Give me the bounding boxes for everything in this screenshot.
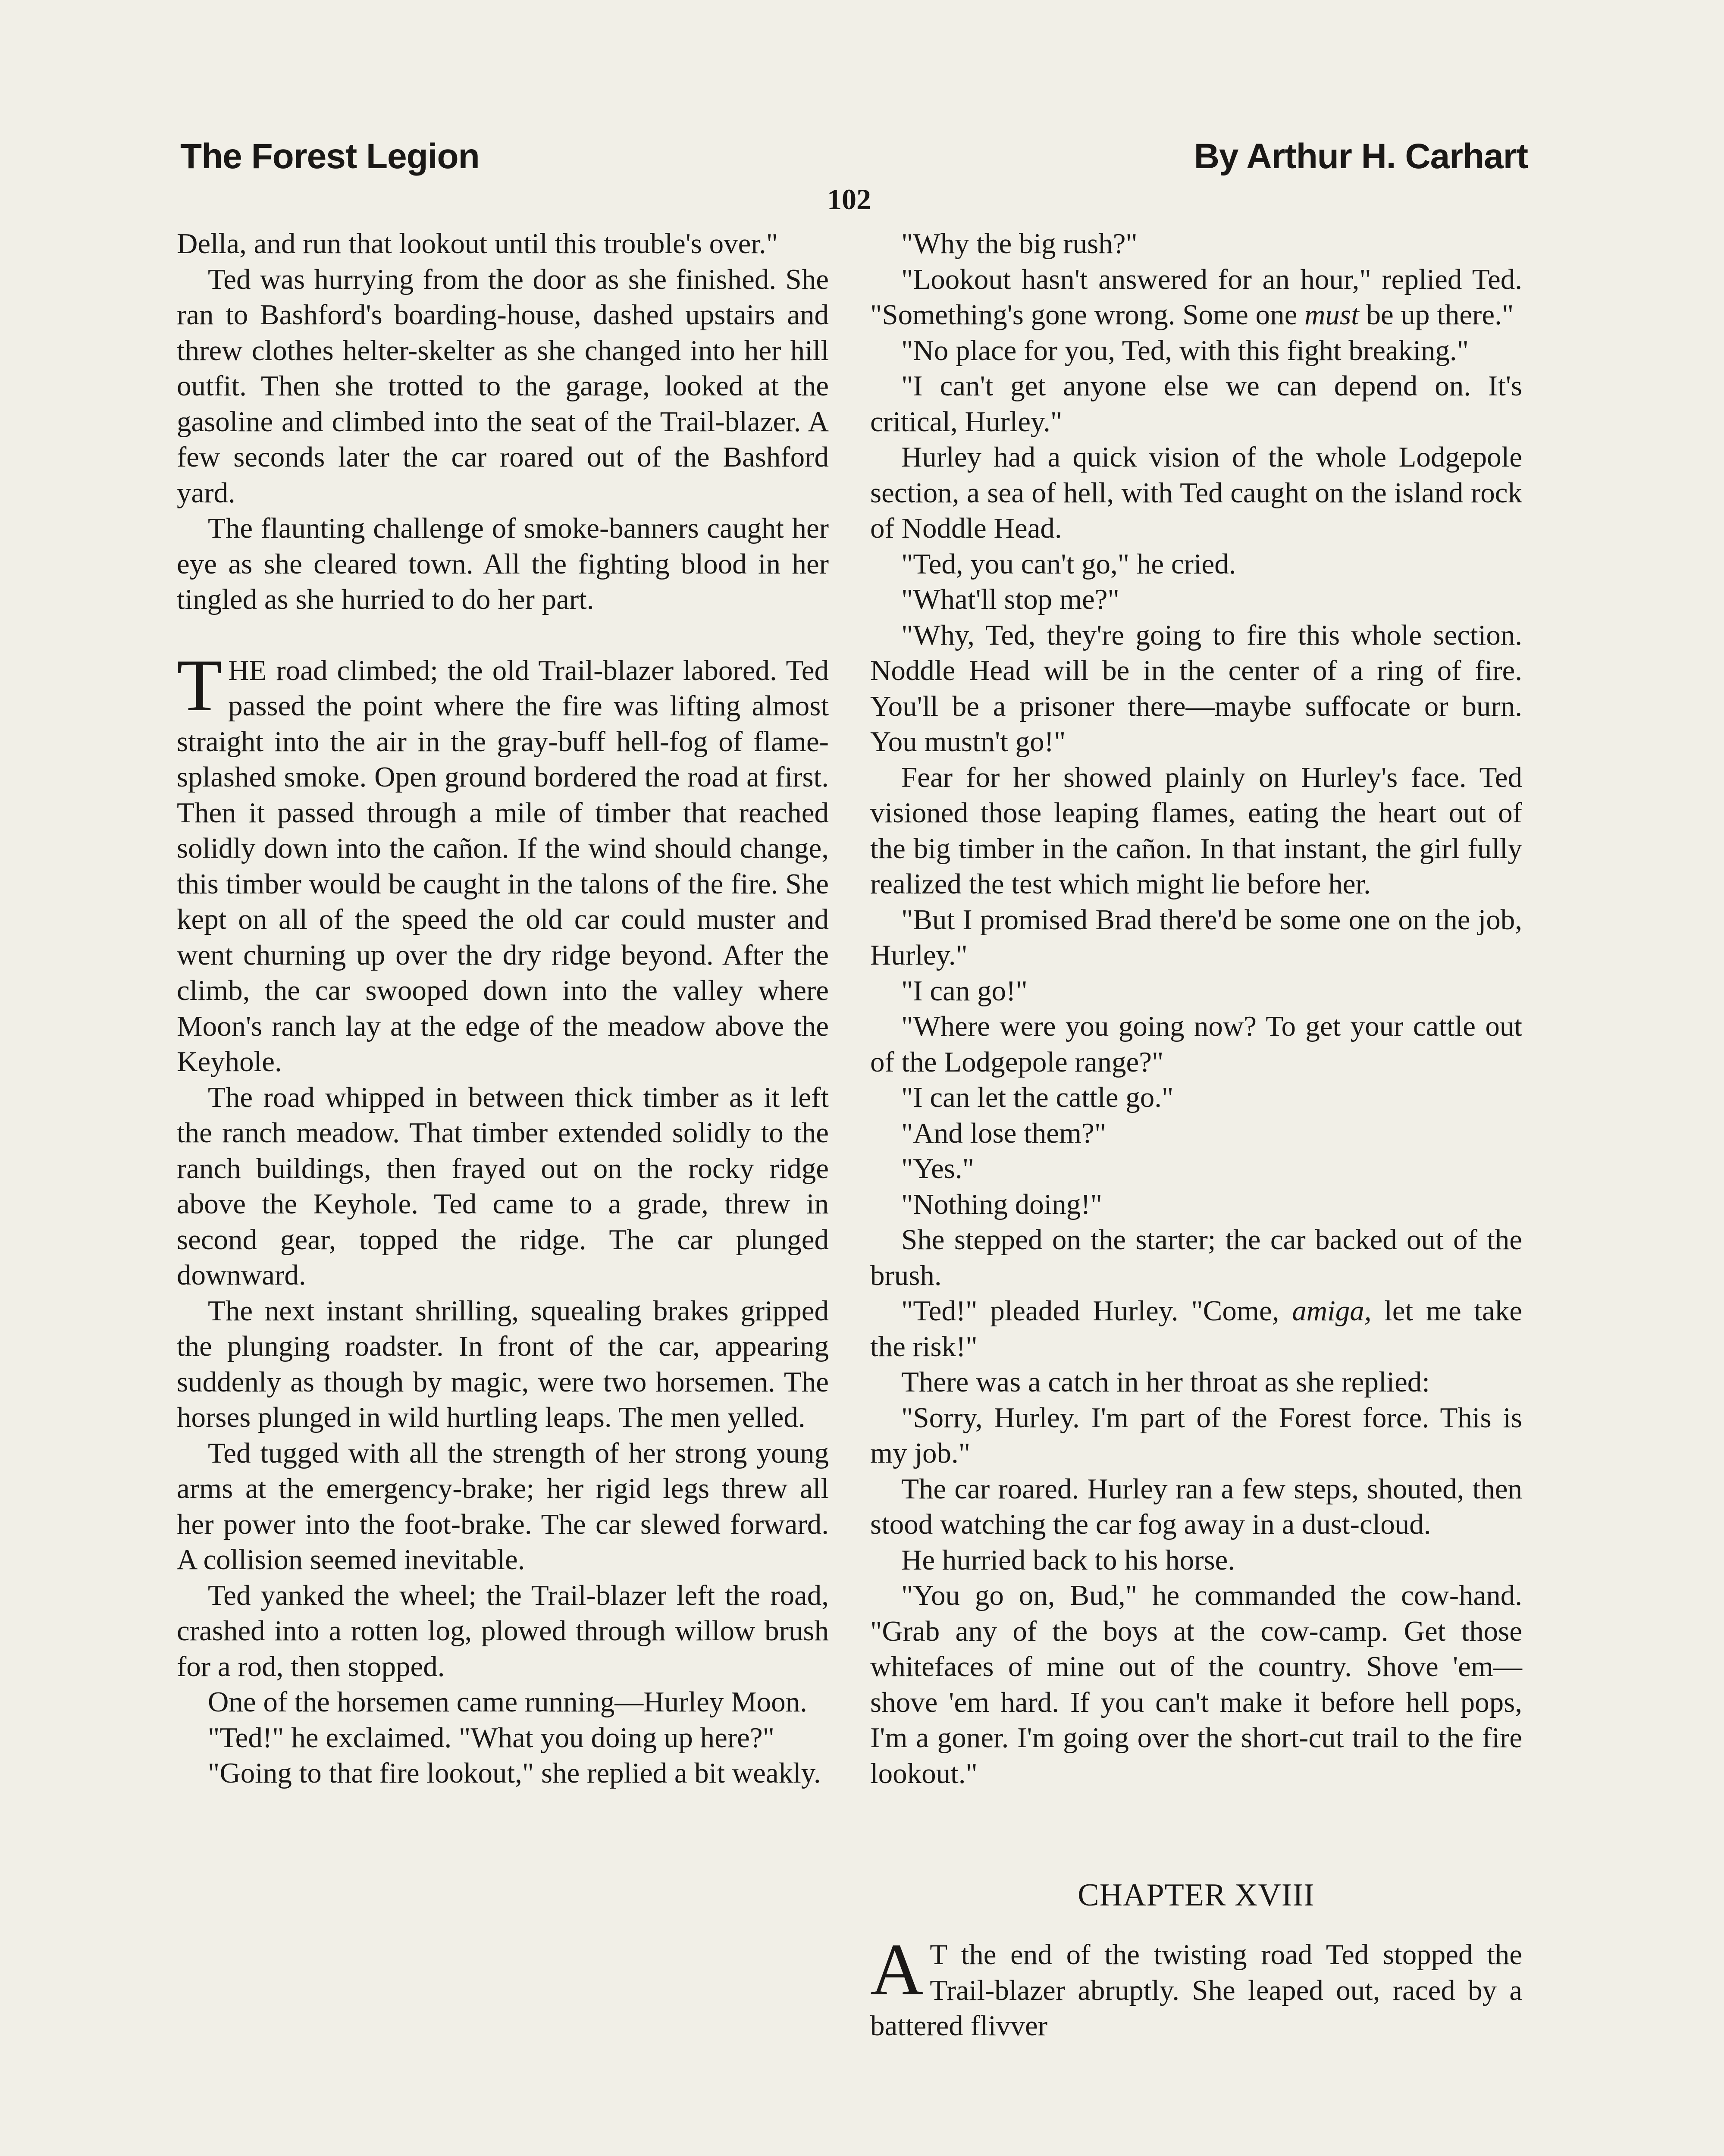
paragraph: "Yes." xyxy=(901,1153,974,1185)
paragraph: "Nothing doing!" xyxy=(901,1188,1102,1220)
paragraph: "Ted!" he exclaimed. "What you doing up here?" xyxy=(208,1721,774,1754)
paragraph: "Why the big rush?" xyxy=(901,228,1138,260)
paragraph-text: be up there." xyxy=(1366,299,1514,331)
paragraph: "And lose them?" xyxy=(901,1117,1106,1149)
page-number: 102 xyxy=(827,183,871,216)
paragraph: "Going to that fire lookout," she replied a bit weakly. xyxy=(208,1757,821,1789)
paragraph: The road whipped in between thick timber as it left the ranch meadow. That timber extended solidly to the ranch buildings, then frayed out on the rocky ridge above the Keyhole. Ted came to a grade, threw in second gear, topped the ridge. The car plunged downward. xyxy=(177,1081,829,1291)
paragraph: "Ted, you can't go," he cried. xyxy=(901,548,1236,580)
paragraph: "No place for you, Ted, with this fight breaking." xyxy=(901,334,1469,367)
paragraph: He hurried back to his horse. xyxy=(901,1544,1235,1576)
paragraph: Ted tugged with all the strength of her strong young arms at the emergency-brake; her rigid legs threw all her power into the foot-brake. The car slewed forward. A collision seemed inevitable. xyxy=(177,1437,829,1576)
paragraph: "What'll stop me?" xyxy=(901,583,1119,615)
paragraph: "But I promised Brad there'd be some one on the job, Hurley." xyxy=(870,903,1522,971)
paragraph: She stepped on the starter; the car backed out of the brush. xyxy=(870,1224,1522,1291)
paragraph: There was a catch in her throat as she replied: xyxy=(901,1366,1430,1398)
paragraph-text: T the end of the twisting road Ted stopped the Trail-blazer abruptly. She leaped out, raced by a battered flivver xyxy=(870,1939,1522,2042)
paragraph xyxy=(870,1293,1522,1364)
chapter-opening-paragraph xyxy=(870,1929,1522,2044)
paragraph: The next instant shrilling, squealing brakes gripped the plunging roadster. In front of the car, appearing suddenly as though by magic, were two horsemen. The horses plunged in wild hurtling leaps. The men yelled. xyxy=(177,1294,829,1433)
paragraph: "Where were you going now? To get your cattle out of the Lodgepole range?" xyxy=(870,1010,1522,1078)
paragraph: Ted yanked the wheel; the Trail-blazer left the road, crashed into a rotten log, plowed through willow brush for a rod, then stopped. xyxy=(177,1579,829,1683)
magazine-title: The Forest Legion xyxy=(180,137,480,176)
emphasis: amiga, xyxy=(1292,1295,1372,1327)
paragraph: "I can't get anyone else we can depend on. It's critical, Hurley." xyxy=(870,370,1522,438)
paragraph-text: "Ted!" pleaded Hurley. "Come, xyxy=(901,1295,1279,1327)
paragraph-text: HE road climbed; the old Trail-blazer labored. Ted passed the point where the fire was lifting almost straight into the air in the gray-buff hell-fog of flame-splashed smoke. Open ground bordered the road at first. Then it passed through a mile of timber that reached solidly down into the cañon. If the wind should change, this timber would be caught in the talons of the fire. She kept on all of the speed the old car could muster and went churning up over the dry ridge beyond. After the climb, the car swooped down into the valley where Moon's ranch lay at the edge of the meadow above the Keyhole. xyxy=(177,654,829,1078)
right-column xyxy=(870,226,1522,2044)
paragraph: The car roared. Hurley ran a few steps, shouted, then stood watching the car fog away in a dust-cloud. xyxy=(870,1473,1522,1540)
paragraph: "Sorry, Hurley. I'm part of the Forest force. This is my job." xyxy=(870,1401,1522,1469)
drop-cap: A xyxy=(870,1929,924,2011)
paragraph: "I can let the cattle go." xyxy=(901,1081,1174,1113)
paragraph: Hurley had a quick vision of the whole Lodgepole section, a sea of hell, with Ted caught on the island rock of Noddle Head. xyxy=(870,441,1522,544)
paragraph: "You go on, Bud," he commanded the cow-hand. "Grab any of the boys at the cow-camp. Get those whitefaces of mine out of the country. Shove 'em—shove 'em hard. If you can't make it before hell pops, I'm a goner. I'm going over the short-cut trail to the fire lookout." xyxy=(870,1579,1522,1789)
drop-cap: T xyxy=(177,644,223,727)
paragraph-text: let me take the risk!" xyxy=(870,1295,1522,1363)
paragraph: The flaunting challenge of smoke-banners caught her eye as she cleared town. All the fighting blood in her tingled as she hurried to do her part. xyxy=(177,512,829,615)
paragraph: One of the horsemen came running—Hurley Moon. xyxy=(208,1686,807,1718)
section-paragraph xyxy=(177,644,829,1080)
emphasis: must xyxy=(1304,299,1359,331)
author-byline: By Arthur H. Carhart xyxy=(1194,137,1528,176)
paragraph: Fear for her showed plainly on Hurley's face. Ted visioned those leaping flames, eating the heart out of the big timber in the cañon. In that instant, the girl fully realized the test which might lie before her. xyxy=(870,761,1522,900)
paragraph xyxy=(870,262,1522,333)
paragraph-text: "Lookout hasn't answered for an hour," replied Ted. "Something's gone wrong. Some one xyxy=(870,263,1522,331)
paragraph: "Why, Ted, they're going to fire this whole section. Noddle Head will be in the center of a ring of fire. You'll be a prisoner there—maybe suffocate or burn. You mustn't go!" xyxy=(870,619,1522,758)
paragraph: Della, and run that lookout until this trouble's over." xyxy=(177,228,778,260)
chapter-heading: CHAPTER XVIII xyxy=(1078,1877,1315,1913)
left-column xyxy=(177,226,829,1791)
paragraph: "I can go!" xyxy=(901,975,1028,1007)
paragraph: Ted was hurrying from the door as she finished. She ran to Bashford's boarding-house, dashed upstairs and threw clothes helter-skelter as she changed into her hill outfit. Then she trotted to the garage, looked at the gasoline and climbed into the seat of the Trail-blazer. A few seconds later the car roared out of the Bashford yard. xyxy=(177,263,829,509)
